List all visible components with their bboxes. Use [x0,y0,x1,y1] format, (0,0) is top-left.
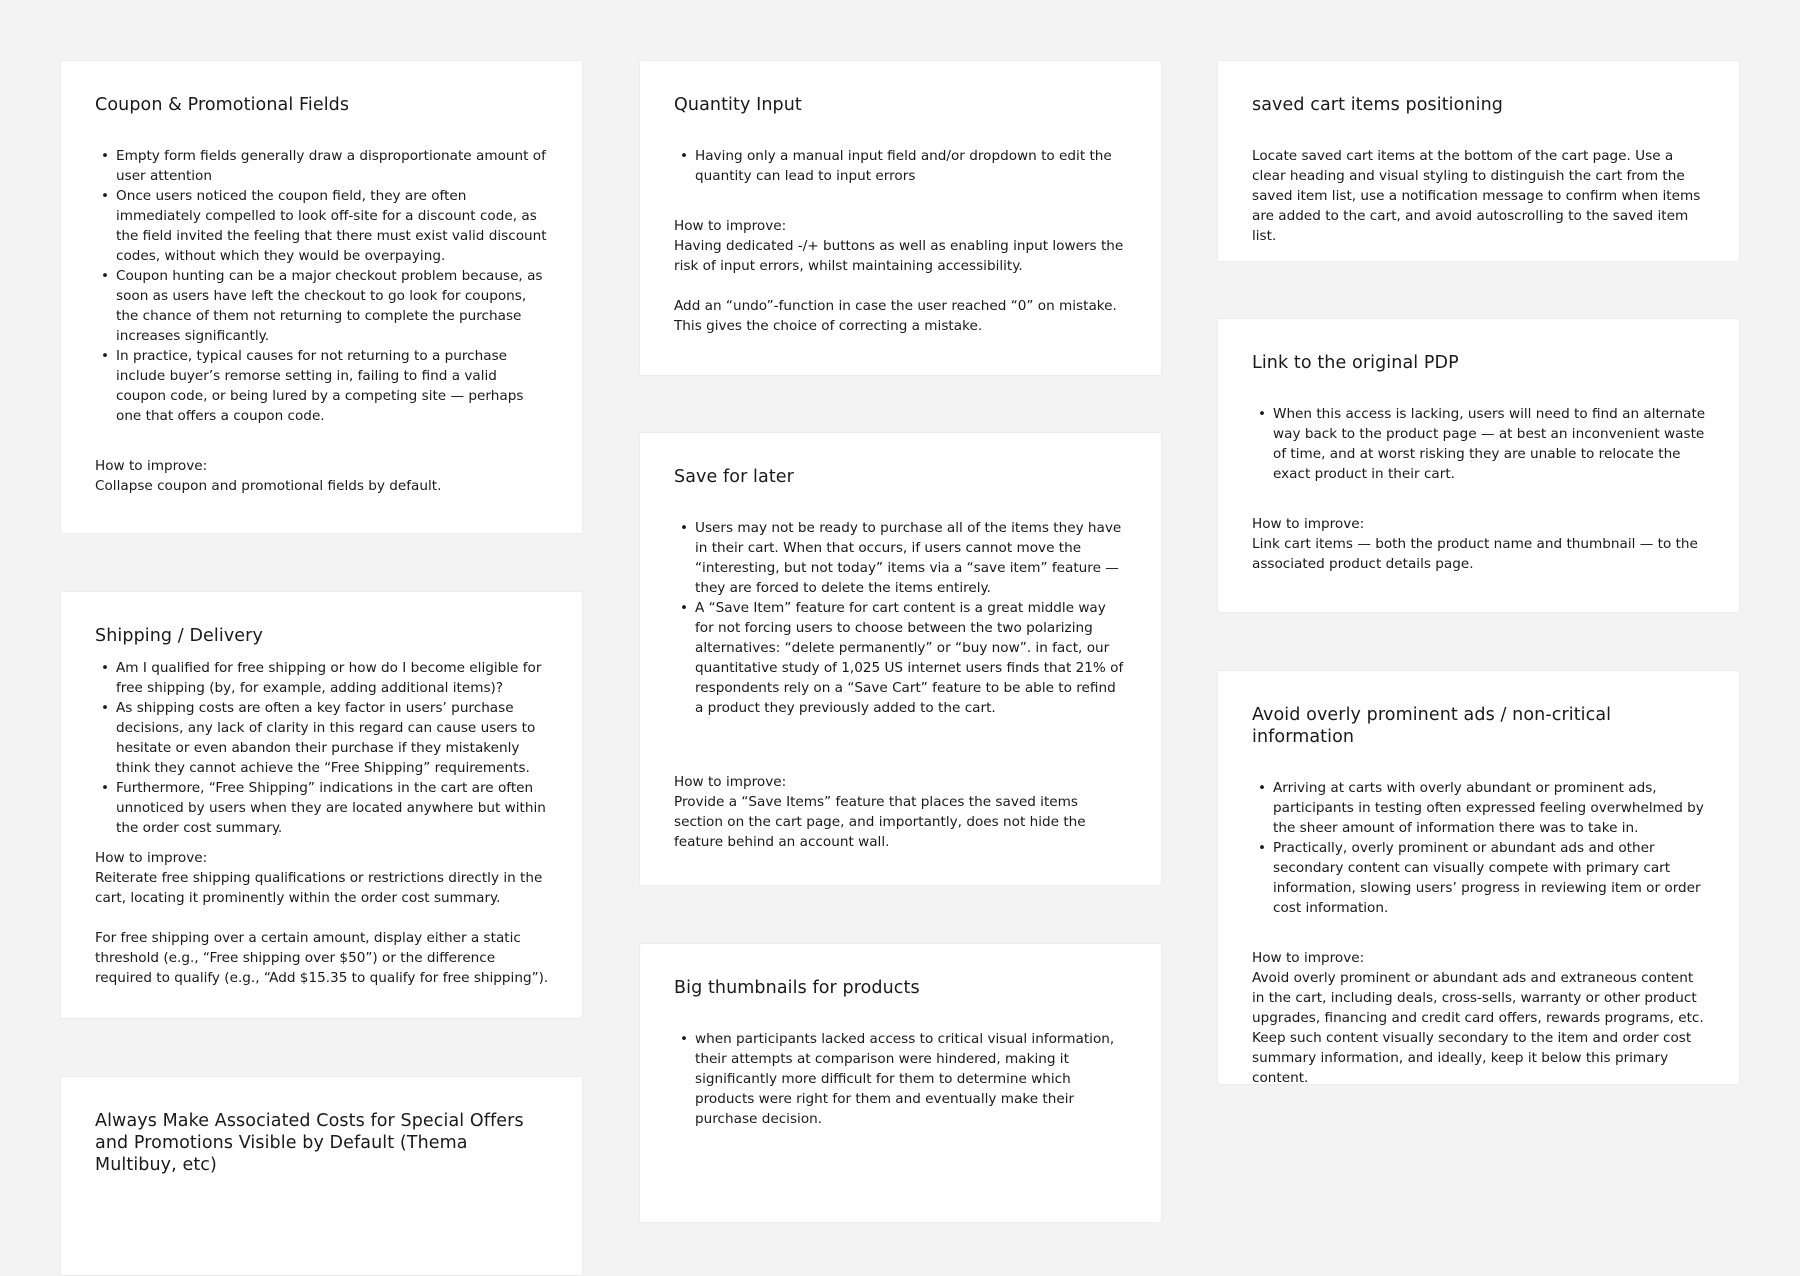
bullet-list [1252,778,1706,918]
bullet-list [95,658,549,838]
list-item: • Users may not be ready to purchase all of the items they have in their cart. When that occurs, if users cannot move the “interesting, but not today” items via a “save item” feature — they are forced to delete the items entirely. [695,518,1128,598]
improve-text: Avoid overly prominent or abundant ads and extraneous content in the cart, including deals, cross-sells, warranty or other product upgrades, financing and credit card offers, rewards programs, etc. Keep such content visually secondary to the item and order cost summary information, and ideally, keep it below this primary content. [1252,970,1704,1086]
card-title: Shipping / Delivery [95,626,263,646]
card-title: Big thumbnails for products [674,978,920,998]
list-item: • Empty form fields generally draw a disproportionate amount of user attention [116,146,549,186]
card-title: Coupon & Promotional Fields [95,95,350,115]
card-title: Avoid overly prominent ads / non-critical information [1252,705,1612,747]
bullet-list [95,146,549,426]
improve-label: How to improve: [95,458,208,474]
list-item: • Furthermore, “Free Shipping” indications in the cart are often unnoticed by users when they are located anywhere but within the order cost summary. [116,778,549,838]
list-item: • Arriving at carts with overly abundant or prominent ads, participants in testing often expressed feeling overwhelmed by the sheer amount of information there was to take in. [1273,778,1706,838]
card-title: Always Make Associated Costs for Special Offers and Promotions Visible by Default (Thema Multibuy, etc) [95,1111,524,1175]
list-item: • Having only a manual input field and/or dropdown to edit the quantity can lead to input errors [695,146,1128,186]
list-item: • Coupon hunting can be a major checkout problem because, as soon as users have left the checkout to go look for coupons, the chance of them not returning to complete the purchase increases significantly. [116,266,549,346]
improve-text: Add an “undo”-function in case the user reached “0” on mistake. This gives the choice of correcting a mistake. [674,298,1117,334]
card-shipping-delivery[interactable] [60,591,583,1019]
list-item: • A “Save Item” feature for cart content is a great middle way for not forcing users to choose between the two polarizing alternatives: “delete permanently” or “buy now”. in fact, our quantitative study of 1,025 US internet users finds that 21% of respondents rely on a “Save Cart” feature to be able to refind a product they previously added to the cart. [695,598,1128,718]
list-item: • Am I qualified for free shipping or how do I become eligible for free shipping (by, for example, adding additional items)? [116,658,549,698]
card-avoid-prominent-ads[interactable] [1217,670,1740,1085]
improve-label: How to improve: [674,218,787,234]
card-saved-cart-items-positioning[interactable] [1217,60,1740,262]
list-item: • when participants lacked access to critical visual information, their attempts at comparison were hindered, making it significantly more difficult for them to determine which products were right for them and eventually make their purchase decision. [695,1029,1128,1129]
improve-label: How to improve: [95,850,208,866]
card-quantity-input[interactable] [639,60,1162,376]
improve-text: Reiterate free shipping qualifications or restrictions directly in the cart, locating it prominently within the order cost summary. [95,870,543,906]
bullet-list [1252,404,1706,484]
card-link-original-pdp[interactable] [1217,318,1740,613]
improve-text: For free shipping over a certain amount, display either a static threshold (e.g., “Free shipping over $50”) or the difference required to qualify (e.g., “Add $15.35 to qualify for free shipping”). [95,930,549,986]
list-item: • Practically, overly prominent or abundant ads and other secondary content can visually compete with primary cart information, slowing users’ progress in reviewing item or order cost information. [1273,838,1706,918]
list-item: • As shipping costs are often a key factor in users’ purchase decisions, any lack of clarity in this regard can cause users to hesitate or even abandon their purchase if they mistakenly think they cannot achieve the “Free Shipping” requirements. [116,698,549,778]
card-title: Link to the original PDP [1252,353,1459,373]
card-save-for-later[interactable] [639,432,1162,886]
card-big-thumbnails[interactable] [639,943,1162,1223]
bullet-list [674,1029,1128,1129]
improve-text: Collapse coupon and promotional fields by default. [95,478,442,494]
improve-label: How to improve: [1252,950,1365,966]
card-coupon-promotional-fields[interactable] [60,60,583,534]
list-item: • In practice, typical causes for not returning to a purchase include buyer’s remorse setting in, failing to find a valid coupon code, or being lured by a competing site — perhaps one that offers a coupon code. [116,346,549,426]
improve-text: Having dedicated -/+ buttons as well as enabling input lowers the risk of input errors, whilst maintaining accessibility. [674,238,1124,274]
improve-label: How to improve: [1252,516,1365,532]
card-associated-costs[interactable] [60,1076,583,1276]
improve-text: Link cart items — both the product name and thumbnail — to the associated product details page. [1252,536,1698,572]
card-title: Save for later [674,467,794,487]
card-title: Quantity Input [674,95,802,115]
list-item: • Once users noticed the coupon field, they are often immediately compelled to look off-site for a discount code, as the field invited the feeling that there must exist valid discount codes, without which they would be overpaying. [116,186,549,266]
list-item: • When this access is lacking, users will need to find an alternate way back to the product page — at best an inconvenient waste of time, and at worst risking they are unable to relocate the exact product in their cart. [1273,404,1706,484]
improve-text: Provide a “Save Items” feature that places the saved items section on the cart page, and importantly, does not hide the feature behind an account wall. [674,794,1086,850]
card-title: saved cart items positioning [1252,95,1503,115]
card-body: Locate saved cart items at the bottom of the cart page. Use a clear heading and visual styling to distinguish the cart from the saved item list, use a notification message to confirm when items are added to the cart, and avoid autoscrolling to the saved item list. [1252,148,1701,244]
improve-label: How to improve: [674,774,787,790]
bullet-list [674,146,1128,186]
bullet-list [674,518,1128,718]
